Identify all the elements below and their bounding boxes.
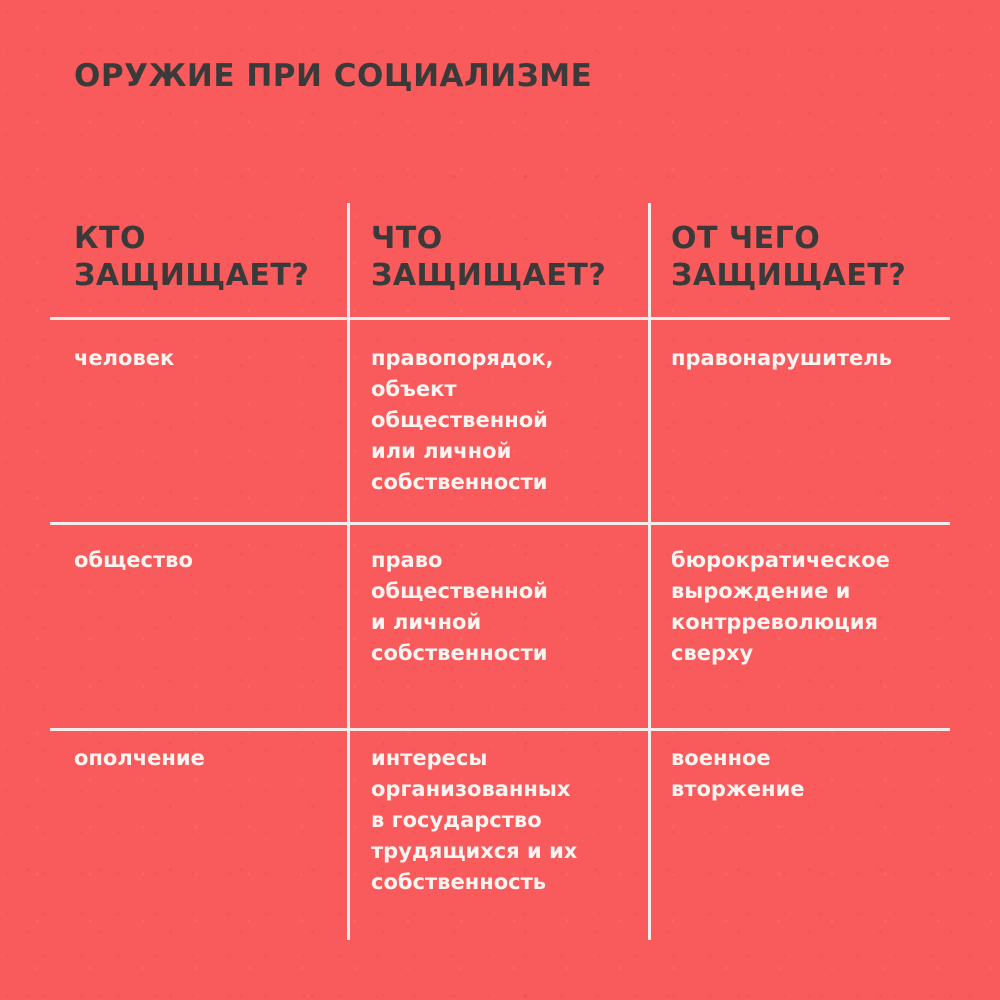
cell-line: или личной <box>371 439 512 463</box>
cell-line: правонарушитель <box>671 346 892 370</box>
table-divider-vertical <box>648 203 651 940</box>
column-header-what <box>371 220 606 294</box>
header-line: ЗАЩИЩАЕТ? <box>671 258 907 293</box>
cell-line: и личной <box>371 610 482 634</box>
cell-line: объект <box>371 377 457 401</box>
cell-line: контрреволюция <box>671 610 878 634</box>
cell-what <box>371 743 577 898</box>
cell-line: бюрократическое <box>671 548 890 572</box>
cell-line: ополчение <box>74 746 205 770</box>
header-line: ЗАЩИЩАЕТ? <box>74 258 310 293</box>
cell-line: вырождение и <box>671 579 851 603</box>
poster-title: ОРУЖИЕ ПРИ СОЦИАЛИЗМЕ <box>74 58 593 94</box>
header-line: ОТ ЧЕГО <box>671 221 821 256</box>
cell-line: право <box>371 548 443 572</box>
cell-line: человек <box>74 346 175 370</box>
column-header-who <box>74 220 309 294</box>
table-divider-vertical <box>347 203 350 940</box>
cell-what <box>371 545 548 669</box>
column-header-from-what <box>671 220 906 294</box>
cell-from-what <box>671 743 805 805</box>
header-line: ЧТО <box>371 221 443 256</box>
cell-line: собственности <box>371 470 548 494</box>
cell-who <box>74 343 174 374</box>
cell-who <box>74 743 205 774</box>
table-divider-horizontal <box>50 317 950 320</box>
cell-line: общество <box>74 548 193 572</box>
header-line: ЗАЩИЩАЕТ? <box>371 258 607 293</box>
cell-line: интересы <box>371 746 488 770</box>
cell-from-what <box>671 545 890 669</box>
cell-line: сверху <box>671 641 754 665</box>
cell-line: общественной <box>371 579 548 603</box>
cell-from-what <box>671 343 892 374</box>
table-divider-horizontal <box>50 728 950 731</box>
cell-what <box>371 343 554 498</box>
table-divider-horizontal <box>50 522 950 525</box>
cell-line: правопорядок, <box>371 346 554 370</box>
cell-line: военное <box>671 746 771 770</box>
cell-line: организованных <box>371 777 571 801</box>
cell-line: собственность <box>371 870 547 894</box>
cell-line: в государство <box>371 808 542 832</box>
cell-line: общественной <box>371 408 548 432</box>
header-line: КТО <box>74 221 146 256</box>
cell-line: трудящихся и их <box>371 839 578 863</box>
cell-line: вторжение <box>671 777 805 801</box>
cell-line: собственности <box>371 641 548 665</box>
cell-who <box>74 545 193 576</box>
